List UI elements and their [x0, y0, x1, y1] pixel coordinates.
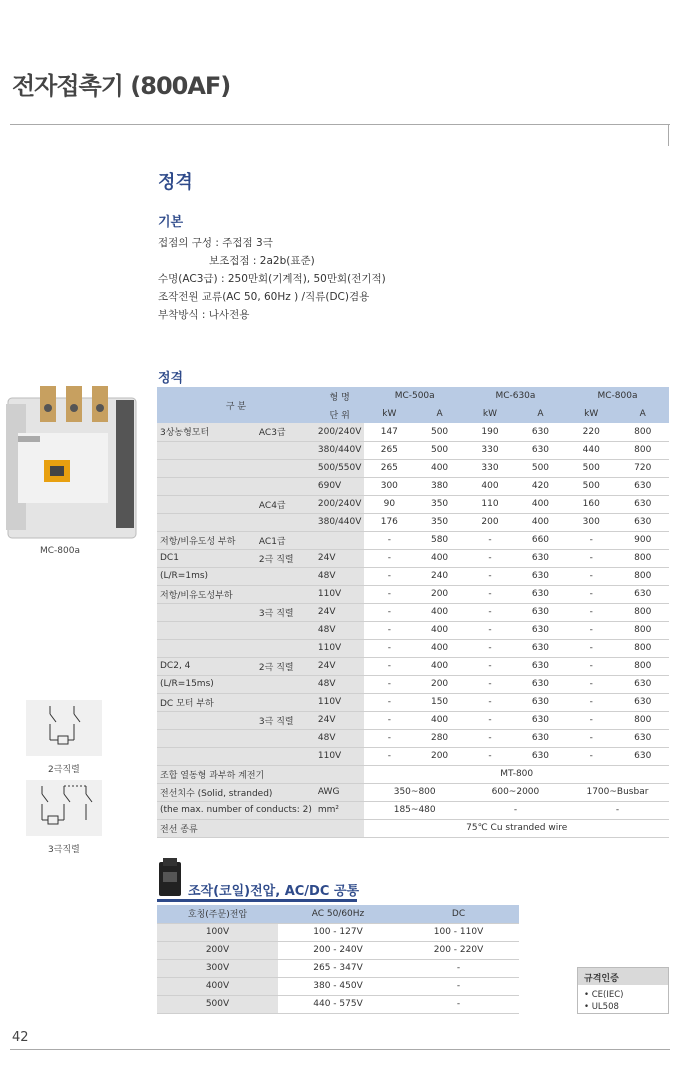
table-cell: 800: [617, 711, 670, 729]
table-row: [157, 765, 669, 783]
table-cell: 200: [414, 747, 465, 765]
table-cell: -: [566, 657, 617, 675]
table-cell: 400: [465, 477, 515, 495]
table-cell: 400: [414, 549, 465, 567]
header-model-500: MC-500a: [364, 387, 465, 405]
row-category: [157, 639, 256, 657]
basic-heading: 기본: [158, 215, 184, 230]
table-cell: -: [566, 567, 617, 585]
coil-cell: 100V: [157, 923, 278, 941]
certification-item: • CE(IEC): [584, 990, 624, 1000]
wire-conducts-value: -: [566, 801, 669, 819]
row-subcategory: [256, 621, 315, 639]
table-row: [157, 603, 669, 621]
coil-cell: -: [398, 995, 519, 1013]
table-row: [157, 977, 519, 995]
table-cell: -: [566, 603, 617, 621]
row-subcategory: [256, 441, 315, 459]
header-model-800: MC-800a: [566, 387, 669, 405]
row-subcategory: AC4급: [256, 495, 315, 513]
row-subcategory: 2극 직렬: [256, 549, 315, 567]
wire-conducts-value: -: [465, 801, 566, 819]
table-cell: 500: [414, 423, 465, 441]
top-divider-tick: [668, 124, 669, 146]
table-cell: 900: [617, 531, 670, 549]
table-row: [157, 531, 669, 549]
coil-cell: 200 - 240V: [278, 941, 398, 959]
row-category: DC2, 4: [157, 657, 256, 675]
table-cell: -: [566, 675, 617, 693]
row-category: [157, 513, 256, 531]
table-cell: 200: [465, 513, 515, 531]
table-cell: 500: [566, 477, 617, 495]
table-cell: 630: [515, 423, 566, 441]
table-cell: 630: [617, 585, 670, 603]
table-cell: 630: [515, 603, 566, 621]
table-cell: 400: [515, 495, 566, 513]
table-cell: -: [465, 711, 515, 729]
table-cell: 440: [566, 441, 617, 459]
row-category: [157, 477, 256, 495]
wire-type-value: 75℃ Cu stranded wire: [364, 819, 669, 837]
table-cell: 630: [617, 747, 670, 765]
row-voltage: 200/240V: [315, 423, 365, 441]
row-subcategory: [256, 639, 315, 657]
table-row: [157, 711, 669, 729]
table-cell: -: [364, 657, 414, 675]
coil-table-body: [157, 923, 519, 1013]
table-cell: 500: [515, 459, 566, 477]
table-cell: -: [364, 603, 414, 621]
row-voltage: [315, 531, 365, 549]
table-row: [157, 495, 669, 513]
wire-size-unit: AWG: [315, 783, 365, 801]
table-cell: 265: [364, 441, 414, 459]
wire-conducts-unit: mm²: [315, 801, 365, 819]
table-cell: 630: [515, 675, 566, 693]
table-cell: -: [465, 603, 515, 621]
row-subcategory: [256, 477, 315, 495]
table-cell: -: [364, 729, 414, 747]
table-cell: -: [566, 711, 617, 729]
section-heading: 정격: [158, 172, 193, 193]
row-category: DC 모터 부하: [157, 693, 256, 711]
wire-conducts-value: 185~480: [364, 801, 465, 819]
table-cell: 630: [515, 711, 566, 729]
row-category: 저항/비유도성부하: [157, 585, 256, 603]
rating-table-body: [157, 423, 669, 765]
rating-heading: 정격: [158, 371, 184, 386]
table-cell: 220: [566, 423, 617, 441]
row-category: 저항/비유도성 부하: [157, 531, 256, 549]
table-row: [157, 675, 669, 693]
table-cell: 630: [515, 549, 566, 567]
row-category: [157, 747, 256, 765]
coil-cell: 380 - 450V: [278, 977, 398, 995]
table-cell: -: [465, 657, 515, 675]
table-cell: 280: [414, 729, 465, 747]
row-voltage: 24V: [315, 711, 365, 729]
coil-cell: 500V: [157, 995, 278, 1013]
table-cell: -: [364, 747, 414, 765]
row-category: [157, 441, 256, 459]
table-cell: 350: [414, 495, 465, 513]
row-subcategory: [256, 513, 315, 531]
row-subcategory: [256, 585, 315, 603]
table-cell: 176: [364, 513, 414, 531]
coil-cell: -: [398, 959, 519, 977]
table-cell: -: [364, 711, 414, 729]
table-cell: 150: [414, 693, 465, 711]
table-cell: 110: [465, 495, 515, 513]
table-row: [157, 801, 669, 819]
table-cell: 300: [566, 513, 617, 531]
table-cell: 800: [617, 603, 670, 621]
row-voltage: 24V: [315, 657, 365, 675]
overload-value: MT-800: [364, 765, 669, 783]
coil-heading: 조작(코일)전압, AC/DC 공통: [188, 884, 360, 899]
table-cell: -: [364, 531, 414, 549]
table-cell: 580: [414, 531, 465, 549]
row-subcategory: [256, 747, 315, 765]
table-cell: -: [465, 621, 515, 639]
basic-spec-list: [158, 234, 386, 324]
coil-header: AC 50/60Hz: [278, 905, 398, 923]
row-category: [157, 621, 256, 639]
coil-voltage-table: [157, 905, 519, 1014]
table-row: [157, 441, 669, 459]
table-row: [157, 729, 669, 747]
table-row: [157, 549, 669, 567]
coil-heading-underline: [157, 899, 357, 902]
row-subcategory: AC1급: [256, 531, 315, 549]
row-voltage: 48V: [315, 621, 365, 639]
three-pole-wiring-diagram: [26, 780, 102, 836]
two-pole-caption: 2극직렬: [48, 765, 80, 775]
row-category: [157, 711, 256, 729]
table-cell: 630: [617, 477, 670, 495]
table-cell: -: [465, 585, 515, 603]
wire-size-value: 350~800: [364, 783, 465, 801]
row-voltage: 200/240V: [315, 495, 365, 513]
table-row: [157, 819, 669, 837]
row-subcategory: [256, 459, 315, 477]
table-row: [157, 423, 669, 441]
product-caption: MC-800a: [40, 546, 80, 556]
row-subcategory: [256, 675, 315, 693]
table-cell: -: [566, 621, 617, 639]
certification-list: [584, 989, 623, 1013]
bottom-divider: [10, 1049, 670, 1050]
table-cell: 800: [617, 567, 670, 585]
table-cell: -: [364, 549, 414, 567]
coil-header: DC: [398, 905, 519, 923]
row-category: [157, 729, 256, 747]
table-cell: 630: [515, 441, 566, 459]
page-number: 42: [12, 1030, 29, 1045]
table-cell: -: [566, 693, 617, 711]
table-row: [157, 477, 669, 495]
table-cell: 800: [617, 423, 670, 441]
header-a: A: [414, 405, 465, 423]
table-cell: 800: [617, 621, 670, 639]
overload-label: 조합 열동형 과부하 계전기: [157, 765, 364, 783]
header-gubun: 구 분: [157, 387, 315, 423]
table-row: [157, 995, 519, 1013]
wire-conducts-label: (the max. number of conducts: 2): [157, 801, 315, 819]
table-cell: 160: [566, 495, 617, 513]
table-cell: 630: [515, 585, 566, 603]
three-pole-caption: 3극직렬: [48, 845, 80, 855]
row-voltage: 380/440V: [315, 513, 365, 531]
table-cell: 90: [364, 495, 414, 513]
table-cell: -: [465, 531, 515, 549]
table-cell: -: [465, 747, 515, 765]
table-row: [157, 923, 519, 941]
row-category: DC1: [157, 549, 256, 567]
table-cell: 400: [515, 513, 566, 531]
table-cell: -: [566, 729, 617, 747]
coil-cell: 200 - 220V: [398, 941, 519, 959]
table-cell: 630: [515, 693, 566, 711]
header-kw: kW: [566, 405, 617, 423]
table-cell: 630: [515, 567, 566, 585]
row-category: [157, 603, 256, 621]
table-cell: 265: [364, 459, 414, 477]
table-cell: 400: [414, 459, 465, 477]
basic-line: 조작전원 교류(AC 50, 60Hz ) /직류(DC)겸용: [158, 291, 370, 303]
table-cell: -: [566, 639, 617, 657]
row-voltage: 110V: [315, 693, 365, 711]
certification-item: • UL508: [584, 1002, 619, 1012]
table-cell: 630: [515, 657, 566, 675]
table-cell: 400: [414, 639, 465, 657]
table-row: [157, 585, 669, 603]
table-cell: 630: [515, 729, 566, 747]
coil-cell: 400V: [157, 977, 278, 995]
table-cell: 630: [515, 747, 566, 765]
coil-module-icon: [157, 858, 183, 898]
table-cell: 330: [465, 441, 515, 459]
table-cell: 800: [617, 657, 670, 675]
header-model-630: MC-630a: [465, 387, 566, 405]
top-divider: [10, 124, 670, 125]
table-cell: 200: [414, 675, 465, 693]
table-cell: 630: [515, 621, 566, 639]
table-cell: 420: [515, 477, 566, 495]
table-row: [157, 567, 669, 585]
row-voltage: 110V: [315, 585, 365, 603]
coil-cell: 200V: [157, 941, 278, 959]
table-cell: -: [566, 549, 617, 567]
table-row: [157, 657, 669, 675]
table-cell: 630: [617, 495, 670, 513]
table-cell: 380: [414, 477, 465, 495]
row-category: (L/R=1ms): [157, 567, 256, 585]
row-voltage: 48V: [315, 729, 365, 747]
table-cell: 400: [414, 621, 465, 639]
table-cell: 630: [515, 639, 566, 657]
header-model: 형 명: [315, 387, 365, 405]
row-subcategory: 3극 직렬: [256, 711, 315, 729]
wire-size-label: 전선치수 (Solid, stranded): [157, 783, 315, 801]
header-kw: kW: [364, 405, 414, 423]
header-kw: kW: [465, 405, 515, 423]
table-cell: 630: [617, 513, 670, 531]
coil-cell: 440 - 575V: [278, 995, 398, 1013]
row-voltage: 24V: [315, 603, 365, 621]
wire-type-label: 전선 종류: [157, 819, 364, 837]
table-cell: 800: [617, 441, 670, 459]
row-voltage: 48V: [315, 567, 365, 585]
two-pole-wiring-diagram: [26, 700, 102, 756]
table-cell: 720: [617, 459, 670, 477]
table-cell: -: [566, 747, 617, 765]
coil-cell: 265 - 347V: [278, 959, 398, 977]
table-cell: -: [465, 675, 515, 693]
wire-size-value: 600~2000: [465, 783, 566, 801]
wire-size-value: 1700~Busbar: [566, 783, 669, 801]
row-category: [157, 495, 256, 513]
table-cell: 500: [566, 459, 617, 477]
row-subcategory: [256, 693, 315, 711]
table-header-row: [157, 387, 669, 405]
table-cell: 147: [364, 423, 414, 441]
contactor-photo: [4, 378, 154, 543]
table-cell: -: [364, 585, 414, 603]
table-cell: 400: [414, 603, 465, 621]
table-cell: -: [364, 567, 414, 585]
table-cell: -: [364, 693, 414, 711]
table-cell: -: [566, 585, 617, 603]
table-cell: -: [364, 675, 414, 693]
table-cell: -: [465, 693, 515, 711]
table-cell: -: [364, 639, 414, 657]
basic-line: 수명(AC3급) : 250만회(기계적), 50만회(전기적): [158, 273, 386, 285]
table-cell: 630: [617, 729, 670, 747]
row-subcategory: 2극 직렬: [256, 657, 315, 675]
table-cell: 400: [414, 711, 465, 729]
row-voltage: 24V: [315, 549, 365, 567]
table-row: [157, 747, 669, 765]
header-unit: 단 위: [315, 405, 365, 423]
table-row: [157, 693, 669, 711]
table-cell: 330: [465, 459, 515, 477]
header-a: A: [617, 405, 670, 423]
header-a: A: [515, 405, 566, 423]
basic-line: 접점의 구성 : 주접점 3극: [158, 237, 273, 249]
rating-table: [157, 387, 669, 838]
table-cell: -: [566, 531, 617, 549]
row-category: 3상농형모터: [157, 423, 256, 441]
coil-cell: -: [398, 977, 519, 995]
table-header-row: [157, 905, 519, 923]
table-cell: 800: [617, 549, 670, 567]
table-row: [157, 459, 669, 477]
coil-cell: 100 - 110V: [398, 923, 519, 941]
row-subcategory: AC3급: [256, 423, 315, 441]
table-cell: 400: [414, 657, 465, 675]
row-voltage: 110V: [315, 747, 365, 765]
table-cell: -: [465, 729, 515, 747]
table-cell: -: [465, 639, 515, 657]
table-row: [157, 639, 669, 657]
table-cell: 660: [515, 531, 566, 549]
certification-title: 규격인증: [578, 968, 668, 985]
coil-cell: 300V: [157, 959, 278, 977]
row-voltage: 110V: [315, 639, 365, 657]
row-voltage: 48V: [315, 675, 365, 693]
page-title: 전자접촉기 (800AF): [12, 72, 231, 100]
row-category: (L/R=15ms): [157, 675, 256, 693]
certification-box: [577, 967, 669, 1014]
table-cell: 190: [465, 423, 515, 441]
row-voltage: 500/550V: [315, 459, 365, 477]
table-row: [157, 941, 519, 959]
table-cell: 240: [414, 567, 465, 585]
coil-header: 호칭(주문)전압: [157, 905, 278, 923]
table-cell: 630: [617, 675, 670, 693]
table-cell: 800: [617, 639, 670, 657]
table-row: [157, 783, 669, 801]
row-voltage: 690V: [315, 477, 365, 495]
row-subcategory: [256, 729, 315, 747]
coil-cell: 100 - 127V: [278, 923, 398, 941]
table-cell: 200: [414, 585, 465, 603]
basic-line: 부착방식 : 나사전용: [158, 309, 250, 321]
table-cell: 350: [414, 513, 465, 531]
table-cell: -: [465, 567, 515, 585]
row-subcategory: [256, 567, 315, 585]
table-cell: -: [465, 549, 515, 567]
table-cell: 300: [364, 477, 414, 495]
table-cell: 630: [617, 693, 670, 711]
row-voltage: 380/440V: [315, 441, 365, 459]
table-row: [157, 621, 669, 639]
table-row: [157, 959, 519, 977]
basic-line: 보조접점 : 2a2b(표준): [209, 255, 315, 267]
row-subcategory: 3극 직렬: [256, 603, 315, 621]
table-cell: -: [364, 621, 414, 639]
table-row: [157, 513, 669, 531]
row-category: [157, 459, 256, 477]
table-cell: 500: [414, 441, 465, 459]
